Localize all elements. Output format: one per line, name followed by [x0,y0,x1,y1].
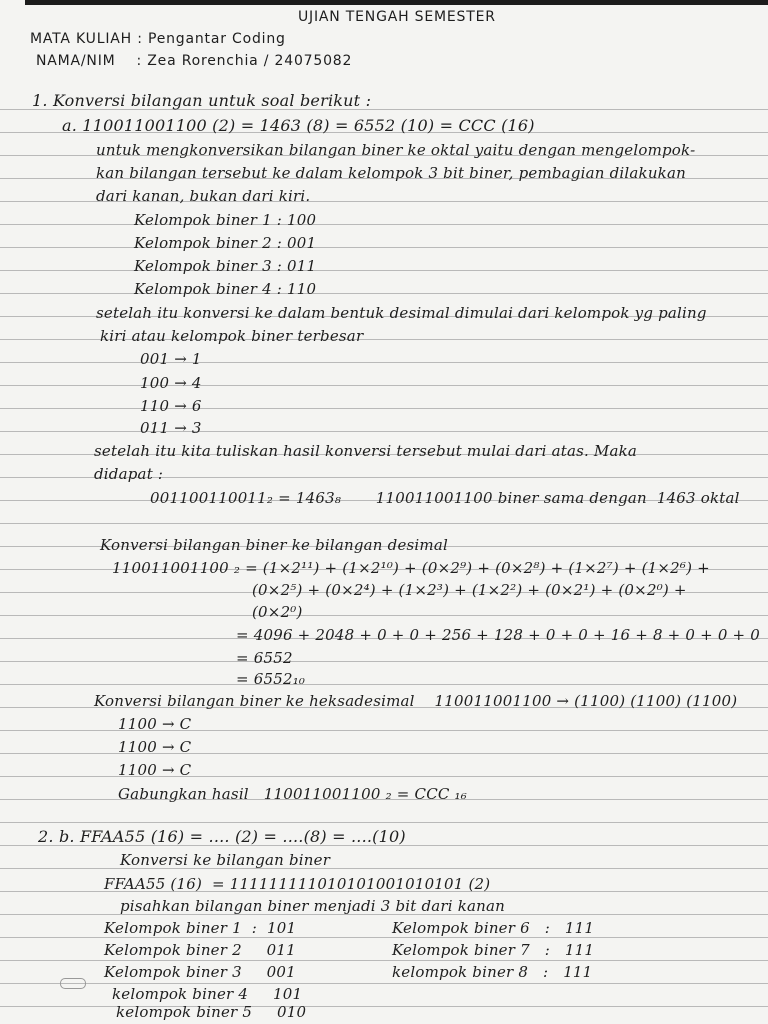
q2-group-right: Kelompok biner 7 : 111 [392,941,595,959]
q2-group-right: Kelompok biner 6 : 111 [392,919,595,937]
hex-map-line: 1100 → C [118,738,192,756]
q2-group-left: kelompok biner 5 010 [116,1003,307,1021]
map-line: 011 → 3 [140,419,202,437]
map-line: 001 → 1 [140,350,202,368]
explanation-line: kiri atau kelompok biner terbesar [100,327,364,345]
margin-mark [60,978,86,989]
hex-map-line: 1100 → C [118,715,192,733]
q2-group-left: Kelompok biner 3 001 [104,963,296,981]
explanation-line: setelah itu konversi ke dalam bentuk desimal dimulai dari kelompok yg paling [96,304,707,322]
group-line: Kelompok biner 2 : 001 [134,234,317,252]
map-line: 110 → 6 [140,397,202,415]
course-line: MATA KULIAH : Pengantar Coding [30,31,286,47]
decimal-expression-line: (0×2⁰) [252,603,303,621]
q2-group-right: kelompok biner 8 : 111 [392,963,593,981]
explanation-line: setelah itu kita tuliskan hasil konversi tersebut mulai dari atas. Maka [94,442,638,460]
q2-group-left: Kelompok biner 2 011 [104,941,296,959]
group-line: Kelompok biner 3 : 011 [134,257,317,275]
q1-line-a: a. 110011001100 (2) = 1463 (8) = 6552 (10) = CCC (16) [62,116,535,135]
intro-line: kan bilangan tersebut ke dalam kelompok 3 bit biner, pembagian dilakukan [96,164,686,182]
decimal-expression-line: = 4096 + 2048 + 0 + 0 + 256 + 128 + 0 + 0 + 16 + 8 + 0 + 0 + 0 [236,626,761,644]
q2-subheading: Konversi ke bilangan biner [120,851,331,869]
exam-title: UJIAN TENGAH SEMESTER [298,9,496,25]
explanation-line: didapat : [94,465,164,483]
q2-heading: 2. b. FFAA55 (16) = .... (2) = ....(8) = ....(10) [38,827,406,846]
q2-group-left: Kelompok biner 1 : 101 [104,919,297,937]
decimal-expression-line: 110011001100 ₂ = (1×2¹¹) + (1×2¹⁰) + (0×2⁹) + (0×2⁸) + (1×2⁷) + (1×2⁶) + [112,559,710,577]
intro-line: dari kanan, bukan dari kiri. [96,187,311,205]
q2-group-left: kelompok biner 4 101 [112,985,303,1003]
top-edge-bar [25,0,768,5]
hex-join-line: Gabungkan hasil 110011001100 ₂ = CCC ₁₆ [118,785,467,803]
name-line: NAMA/NIM : Zea Rorenchia / 24075082 [36,53,353,69]
decimal-expression-line: = 6552₁₀ [236,670,306,688]
intro-line: untuk mengkonversikan bilangan biner ke oktal yaitu dengan mengelompok- [96,141,696,159]
q2-split-line: pisahkan bilangan biner menjadi 3 bit dari kanan [120,897,506,915]
hex-map-line: 1100 → C [118,761,192,779]
decimal-expression-line: = 6552 [236,649,293,667]
hex-heading: Konversi bilangan biner ke heksadesimal 110011001100 → (1100) (1100) (1100) [94,692,738,710]
decimal-heading: Konversi bilangan biner ke bilangan desimal [100,536,448,554]
group-line: Kelompok biner 4 : 110 [134,280,317,298]
group-line: Kelompok biner 1 : 100 [134,211,317,229]
q2-binary-line: FFAA55 (16) = 111111111010101001010101 (2) [104,875,491,893]
map-line: 100 → 4 [140,374,202,392]
decimal-expression-line: (0×2⁵) + (0×2⁴) + (1×2³) + (1×2²) + (0×2¹) + (0×2⁰) + [252,581,687,599]
q1-heading: 1. Konversi bilangan untuk soal berikut : [32,91,372,110]
octal-result-line: 001100110011₂ = 1463₈ 110011001100 biner sama dengan 1463 oktal [150,489,740,507]
